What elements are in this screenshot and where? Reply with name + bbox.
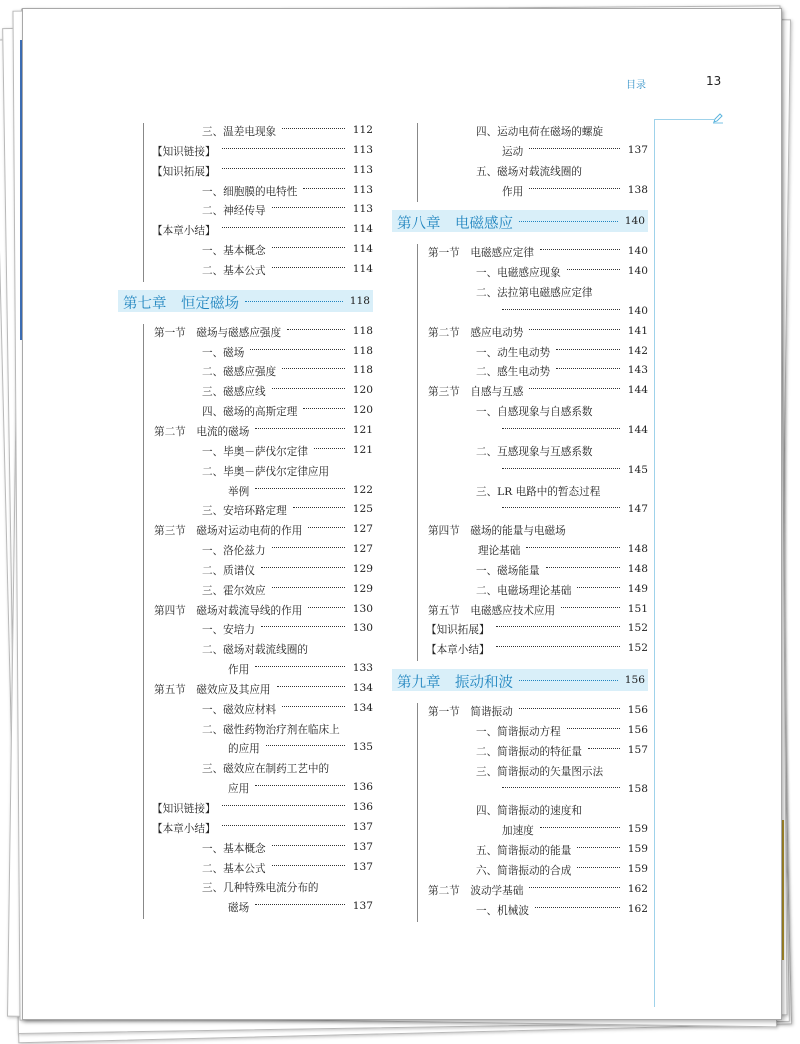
toc-entry-title: 二、法拉第电磁感应定律 <box>476 287 593 300</box>
toc-entry-title: 二、互感现象与互感系数 <box>476 445 593 458</box>
leader-dots <box>556 368 620 369</box>
toc-entry-page: 118 <box>352 364 373 377</box>
toc-entry-page: 137 <box>352 820 373 833</box>
toc-entry[interactable] <box>118 240 373 260</box>
toc-entry[interactable] <box>118 639 373 659</box>
toc-entry[interactable] <box>118 520 373 540</box>
toc-entry-page: 158 <box>627 783 648 796</box>
chapter-heading[interactable] <box>118 290 373 312</box>
toc-entry-page: 145 <box>627 463 648 476</box>
leader-dots <box>272 587 345 588</box>
leader-dots <box>496 646 620 647</box>
toc-entry-page: 120 <box>352 404 373 417</box>
toc-entry-title: 一、细胞膜的电特性 <box>202 185 298 198</box>
toc-entry-title: 五、磁场对载流线圈的 <box>476 165 582 178</box>
chapter-title: 第八章 电磁感应 <box>397 216 513 233</box>
toc-entry[interactable] <box>392 701 648 721</box>
toc-entry[interactable] <box>118 580 373 600</box>
toc-entry-title: 【知识链接】 <box>152 803 216 815</box>
toc-entry-page: 159 <box>627 823 648 836</box>
toc-entry[interactable] <box>118 200 373 220</box>
toc-entry-title: 【知识拓展】 <box>426 624 490 637</box>
toc-entry[interactable] <box>118 342 373 362</box>
toc-entry-page: 130 <box>352 622 373 635</box>
toc-entry[interactable] <box>392 741 648 761</box>
toc-entry[interactable] <box>118 699 373 719</box>
toc-entry-title: 四、磁场的高斯定理 <box>202 406 298 419</box>
chapter-leader-dots <box>519 680 618 681</box>
toc-entry[interactable] <box>392 500 648 520</box>
toc-entry-title: 的应用 <box>228 743 260 756</box>
toc-entry-page: 112 <box>352 124 373 136</box>
toc-entry[interactable] <box>392 181 648 201</box>
toc-entry-title: 二、感生电动势 <box>476 366 551 379</box>
toc-entry[interactable] <box>392 840 648 860</box>
toc-entry-page: 114 <box>352 223 373 236</box>
toc-entry-title: 三、几种特殊电流分布的 <box>202 882 319 895</box>
toc-entry[interactable] <box>392 619 648 639</box>
toc-entry-page: 148 <box>627 543 648 556</box>
leader-dots <box>272 267 345 268</box>
toc-entry[interactable] <box>392 860 648 880</box>
toc-entry-title: 五、简谐振动的能量 <box>476 845 572 857</box>
toc-entry-page: 157 <box>627 743 648 756</box>
toc-entry-title: 应用 <box>228 783 250 796</box>
leader-dots <box>255 785 345 786</box>
toc-entry-title: 六、简谐振动的合成 <box>476 864 572 877</box>
toc-entry[interactable] <box>118 322 373 342</box>
toc-entry-title: 举例 <box>228 485 250 498</box>
toc-entry[interactable] <box>392 381 648 401</box>
toc-entry-page: 144 <box>627 423 648 436</box>
toc-entry-page: 134 <box>352 701 373 714</box>
toc-entry-title: 一、基本概念 <box>202 245 266 258</box>
leader-dots <box>519 708 620 709</box>
toc-entry[interactable] <box>392 580 648 600</box>
toc-entry-page: 149 <box>627 582 648 595</box>
toc-entry-title: 【知识拓展】 <box>152 165 216 178</box>
toc-entry[interactable] <box>118 738 373 758</box>
toc-entry-page: 122 <box>352 483 373 496</box>
toc-entry-page: 138 <box>627 183 648 196</box>
toc-entry-page: 147 <box>627 503 648 516</box>
toc-entry-page: 156 <box>627 704 648 717</box>
toc-entry-title: 第三节 磁场对运动电荷的作用 <box>154 525 303 538</box>
spacer <box>118 280 373 290</box>
spacer <box>392 232 648 242</box>
toc-entry[interactable] <box>392 121 648 141</box>
toc-entry[interactable] <box>392 441 648 461</box>
toc-entry[interactable] <box>118 161 373 181</box>
section-bar <box>417 123 418 202</box>
leader-dots <box>272 247 345 248</box>
toc-entry[interactable] <box>118 121 373 141</box>
toc-entry-page: 152 <box>627 642 648 655</box>
section-bar <box>143 324 144 920</box>
leader-dots <box>255 666 345 667</box>
toc-entry[interactable] <box>392 761 648 781</box>
toc-entry-title: 第五节 磁效应及其应用 <box>154 683 271 696</box>
pencil-icon <box>712 112 724 124</box>
toc-entry-title: 二、毕奥－萨伐尔定律应用 <box>202 465 330 478</box>
leader-dots <box>502 468 620 469</box>
toc-entry-title: 二、简谐振动的特征量 <box>476 745 582 758</box>
toc-entry-page: 118 <box>352 344 373 357</box>
toc-entry-page: 156 <box>627 723 648 736</box>
leader-dots <box>314 448 345 449</box>
leader-dots <box>282 368 345 369</box>
spacer <box>392 659 648 669</box>
leader-dots <box>496 626 620 627</box>
toc-entry-title: 第三节 自感与互感 <box>428 386 524 399</box>
toc-entry-title: 一、安培力 <box>202 624 255 637</box>
toc-entry-title: 一、动生电动势 <box>476 346 551 359</box>
toc-entry-page: 143 <box>627 364 648 377</box>
leader-dots <box>222 148 345 149</box>
toc-entry-page: 162 <box>627 882 648 895</box>
leader-dots <box>529 388 620 389</box>
toc-entry[interactable] <box>392 800 648 820</box>
toc-entry[interactable] <box>118 719 373 739</box>
toc-entry[interactable] <box>392 639 648 659</box>
toc-entry-page: 125 <box>352 503 373 516</box>
leader-dots <box>261 626 345 627</box>
toc-entry-title: 作用 <box>502 185 524 198</box>
leader-dots <box>529 188 620 189</box>
leader-dots <box>577 587 620 588</box>
toc-entry-title: 三、霍尔效应 <box>202 584 266 597</box>
toc-entry-title: 一、自感现象与自感系数 <box>476 406 593 419</box>
toc-entry[interactable] <box>118 401 373 421</box>
toc-entry-title: 【本章小结】 <box>426 644 490 657</box>
toc-entry-title: 【本章小结】 <box>152 225 216 238</box>
margin-decoration-line <box>654 119 655 1007</box>
leader-dots <box>529 148 620 149</box>
leader-dots <box>567 269 620 270</box>
chapter-title: 第九章 振动和波 <box>397 675 513 692</box>
toc-entry[interactable] <box>392 880 648 900</box>
toc-entry[interactable] <box>118 560 373 580</box>
toc-entry-title: 第一节 磁场与磁感应强度 <box>154 326 282 339</box>
toc-entry[interactable] <box>118 260 373 280</box>
toc-entry[interactable] <box>118 361 373 381</box>
toc-entry[interactable] <box>392 540 648 560</box>
toc-entry-page: 135 <box>352 741 373 754</box>
leader-dots <box>255 488 345 489</box>
toc-entry-page: 152 <box>627 622 648 635</box>
toc-entry-title: 一、基本概念 <box>202 842 266 855</box>
leader-dots <box>502 428 620 429</box>
toc-entry[interactable] <box>392 520 648 540</box>
toc-entry-title: 一、毕奥－萨伐尔定律 <box>202 445 308 458</box>
chapter-heading[interactable] <box>392 669 648 691</box>
toc-entry-title: 【本章小结】 <box>152 822 216 835</box>
toc-entry[interactable] <box>118 600 373 620</box>
toc-entry-title: 三、安培环路定理 <box>202 505 287 518</box>
toc-entry[interactable] <box>118 381 373 401</box>
toc-entry-title: 二、质谱仪 <box>202 564 255 577</box>
toc-entry-page: 118 <box>352 324 373 337</box>
chapter-heading[interactable] <box>392 210 648 232</box>
leader-dots <box>250 349 345 350</box>
leader-dots <box>303 188 345 189</box>
chapter-page-number: 140 <box>624 215 645 228</box>
leader-dots <box>222 825 345 826</box>
toc-entry-title: 第二节 电流的磁场 <box>154 425 250 438</box>
toc-entry-page: 141 <box>627 324 648 337</box>
leader-dots <box>266 745 345 746</box>
toc-entry[interactable] <box>118 659 373 679</box>
toc-entry-title: 三、LR 电路中的暂态过程 <box>476 485 601 498</box>
toc-entry-title: 运动 <box>502 145 524 158</box>
toc-entry[interactable] <box>118 441 373 461</box>
leader-dots <box>502 787 620 788</box>
toc-entry-title: 一、洛伦兹力 <box>202 545 266 558</box>
toc-entry-page: 113 <box>352 203 373 216</box>
leader-dots <box>272 388 345 389</box>
toc-entry[interactable] <box>118 619 373 639</box>
header-title: 目录 <box>626 80 646 91</box>
leader-dots <box>222 805 345 806</box>
leader-dots <box>303 408 345 409</box>
chapter-leader-dots <box>245 301 343 302</box>
toc-entry[interactable] <box>118 679 373 699</box>
toc-entry-page: 140 <box>627 304 648 317</box>
toc-right-column <box>392 121 648 919</box>
toc-entry[interactable] <box>118 220 373 240</box>
toc-entry[interactable] <box>118 858 373 878</box>
toc-entry-page: 113 <box>352 183 373 196</box>
toc-entry-title: 第一节 电磁感应定律 <box>428 247 534 260</box>
toc-entry-title: 四、简谐振动的速度和 <box>476 805 582 818</box>
leader-dots <box>222 227 345 228</box>
toc-entry-page: 142 <box>627 344 648 357</box>
toc-entry[interactable] <box>118 461 373 481</box>
toc-entry-page: 162 <box>627 902 648 915</box>
toc-entry-title: 四、运动电荷在磁场的螺旋 <box>476 126 604 138</box>
toc-entry[interactable] <box>118 181 373 201</box>
toc-entry[interactable] <box>392 721 648 741</box>
toc-entry-page: 129 <box>352 582 373 595</box>
toc-entry-page: 137 <box>627 143 648 156</box>
toc-entry[interactable] <box>392 820 648 840</box>
leader-dots <box>287 329 345 330</box>
leader-dots <box>272 207 345 208</box>
toc-entry-page: 120 <box>352 384 373 397</box>
leader-dots <box>546 567 620 568</box>
leader-dots <box>293 507 345 508</box>
toc-entry-title: 一、磁场 <box>202 346 245 359</box>
toc-entry-page: 148 <box>627 562 648 575</box>
toc-entry-page: 134 <box>352 681 373 694</box>
toc-entry-page: 121 <box>352 423 373 436</box>
toc-entry-page: 130 <box>352 602 373 615</box>
toc-entry-title: 三、简谐振动的矢量图示法 <box>476 765 604 778</box>
toc-entry-title: 理论基础 <box>478 545 521 558</box>
toc-entry-page: 151 <box>627 602 648 615</box>
leader-dots <box>561 607 620 608</box>
leader-dots <box>577 847 620 848</box>
toc-entry-page: 127 <box>352 543 373 556</box>
leader-dots <box>308 607 345 608</box>
leader-dots <box>577 867 620 868</box>
toc-entry[interactable] <box>392 481 648 501</box>
toc-entry-title: 第一节 简谐振动 <box>428 706 513 719</box>
toc-entry-title: 一、电磁感应现象 <box>476 267 561 280</box>
toc-entry[interactable] <box>392 342 648 362</box>
toc-entry-page: 136 <box>352 801 373 813</box>
toc-entry[interactable] <box>118 758 373 778</box>
toc-entry-page: 144 <box>627 384 648 397</box>
toc-entry[interactable] <box>392 282 648 302</box>
leader-dots <box>222 168 345 169</box>
toc-entry-page: 136 <box>352 781 373 794</box>
toc-entry-title: 作用 <box>228 664 250 677</box>
toc-entry-title: 二、磁场对载流线圈的 <box>202 644 308 657</box>
leader-dots <box>272 845 345 846</box>
chapter-title: 第七章 恒定磁场 <box>123 295 239 312</box>
leader-dots <box>529 329 620 330</box>
toc-entry-page: 159 <box>627 843 648 855</box>
spacer <box>392 200 648 210</box>
leader-dots <box>535 907 620 908</box>
toc-entry-title: 第二节 波动学基础 <box>428 884 524 897</box>
toc-entry-title: 二、基本公式 <box>202 862 266 875</box>
toc-entry-title: 三、温差电现象 <box>202 126 277 138</box>
leader-dots <box>282 128 345 129</box>
toc-entry[interactable] <box>118 778 373 798</box>
leader-dots <box>272 865 345 866</box>
toc-entry-title: 三、磁效应在制药工艺中的 <box>202 763 330 776</box>
toc-entry[interactable] <box>118 500 373 520</box>
toc-entry[interactable] <box>118 838 373 858</box>
leader-dots <box>255 428 345 429</box>
leader-dots <box>255 904 345 905</box>
leader-dots <box>272 547 345 548</box>
leader-dots <box>308 527 345 528</box>
toc-entry-title: 二、基本公式 <box>202 264 266 277</box>
leader-dots <box>556 349 620 350</box>
toc-entry[interactable] <box>392 421 648 441</box>
toc-entry[interactable] <box>392 161 648 181</box>
toc-entry-page: 114 <box>352 243 373 256</box>
toc-entry[interactable] <box>392 560 648 580</box>
toc-entry[interactable] <box>392 361 648 381</box>
toc-entry-title: 二、磁性药物治疗剂在临床上 <box>202 723 340 736</box>
toc-entry-page: 137 <box>352 900 373 913</box>
toc-entry-page: 140 <box>627 245 648 258</box>
toc-entry-page: 113 <box>352 143 373 156</box>
toc-entry-title: 第四节 磁场对载流导线的作用 <box>154 604 303 617</box>
leader-dots <box>502 309 620 310</box>
leader-dots <box>502 507 620 508</box>
toc-entry-title: 一、机械波 <box>476 904 529 917</box>
toc-entry[interactable] <box>392 600 648 620</box>
leader-dots <box>588 748 620 749</box>
toc-entry-title: 一、磁效应材料 <box>202 703 277 716</box>
toc-entry[interactable] <box>392 242 648 262</box>
leader-dots <box>540 827 620 828</box>
toc-entry[interactable] <box>392 322 648 342</box>
toc-entry-title: 二、神经传导 <box>202 205 266 218</box>
toc-entry-title: 第四节 磁场的能量与电磁场 <box>428 525 566 538</box>
toc-entry-title: 二、电磁场理论基础 <box>476 584 572 597</box>
leader-dots <box>282 706 345 707</box>
toc-entry[interactable] <box>392 900 648 920</box>
toc-entry-title: 一、磁场能量 <box>476 564 540 577</box>
spacer <box>392 691 648 701</box>
toc-entry-title: 第五节 电磁感应技术应用 <box>428 604 556 617</box>
toc-entry[interactable] <box>392 302 648 322</box>
toc-entry[interactable] <box>392 262 648 282</box>
toc-left-column <box>118 121 373 917</box>
toc-entry-title: 【知识链接】 <box>152 145 216 158</box>
toc-entry[interactable] <box>392 401 648 421</box>
leader-dots <box>277 686 345 687</box>
section-bar <box>417 703 418 921</box>
chapter-leader-dots <box>519 221 618 222</box>
toc-entry[interactable] <box>392 141 648 161</box>
toc-entry-page: 127 <box>352 523 373 536</box>
toc-entry-page: 140 <box>627 265 648 278</box>
leader-dots <box>540 249 620 250</box>
toc-entry[interactable] <box>392 461 648 481</box>
section-bar <box>417 244 418 661</box>
toc-entry-title: 二、磁感应强度 <box>202 366 277 379</box>
chapter-page-number: 156 <box>624 674 645 687</box>
toc-entry[interactable] <box>118 818 373 838</box>
toc-entry[interactable] <box>392 780 648 800</box>
toc-entry-page: 114 <box>352 262 373 275</box>
toc-entry[interactable] <box>118 798 373 818</box>
toc-entry-page: 159 <box>627 862 648 875</box>
toc-entry-title: 磁场 <box>228 902 250 915</box>
toc-entry[interactable] <box>118 897 373 917</box>
toc-entry[interactable] <box>118 481 373 501</box>
toc-entry-page: 121 <box>352 443 373 456</box>
toc-entry-page: 137 <box>352 860 373 873</box>
chapter-page-number: 118 <box>349 294 370 307</box>
toc-entry[interactable] <box>118 141 373 161</box>
leader-dots <box>261 567 345 568</box>
toc-entry-page: 129 <box>352 562 373 575</box>
leader-dots <box>567 728 620 729</box>
toc-entry-page: 133 <box>352 662 373 675</box>
toc-entry-title: 三、磁感应线 <box>202 386 266 399</box>
margin-decoration-top <box>654 119 714 120</box>
toc-entry-title: 第二节 感应电动势 <box>428 326 524 339</box>
toc-entry-title: 加速度 <box>502 825 534 838</box>
toc-entry[interactable] <box>118 540 373 560</box>
toc-entry[interactable] <box>118 421 373 441</box>
leader-dots <box>526 547 620 548</box>
toc-entry-title: 一、简谐振动方程 <box>476 725 561 738</box>
toc-entry[interactable] <box>118 877 373 897</box>
header-page-number: 13 <box>706 74 722 88</box>
toc-entry-page: 137 <box>352 840 373 853</box>
section-bar <box>143 123 144 282</box>
spacer <box>118 312 373 322</box>
toc-entry-page: 113 <box>352 163 373 176</box>
leader-dots <box>529 887 620 888</box>
